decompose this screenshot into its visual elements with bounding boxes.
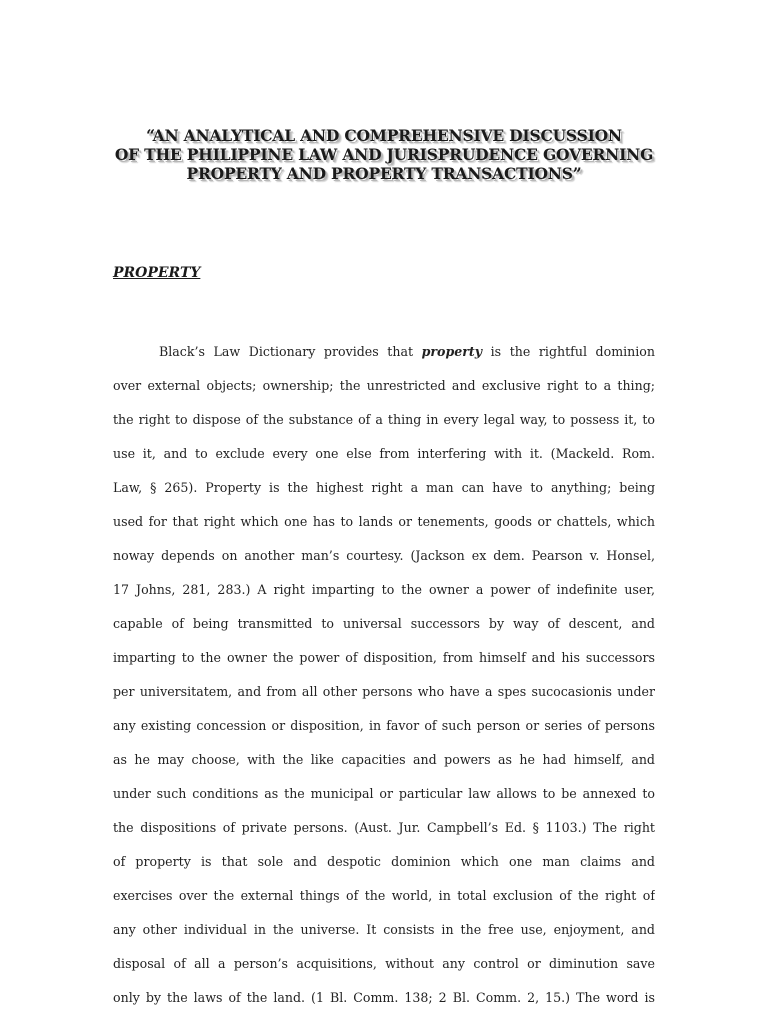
paragraph-line-17: exercises over the external things of the world, in total exclusion of the right of (113, 888, 655, 903)
title-line-3: PROPERTY AND PROPERTY TRANSACTIONS” (186, 164, 582, 183)
paragraph-line-8: 17 Johns, 281, 283.) A right imparting to the owner a power of indefinite user, (113, 582, 655, 597)
line-1-text-before: Black’s Law Dictionary provides that (159, 344, 422, 359)
body-paragraph (113, 335, 655, 1015)
paragraph-line-11: per universitatem, and from all other persons who have a spes sucocasionis under (113, 684, 655, 699)
paragraph-line-1 (113, 335, 655, 369)
paragraph-line-12: any existing concession or disposition, in favor of such person or series of persons (113, 718, 655, 733)
document-title (0, 126, 768, 183)
paragraph-line-2: over external objects; ownership; the unrestricted and exclusive right to a thing; (113, 378, 655, 393)
paragraph-line-4: use it, and to exclude every one else from interfering with it. (Mackeld. Rom. (113, 446, 655, 461)
paragraph-line-18: any other individual in the universe. It consists in the free use, enjoyment, and (113, 922, 655, 937)
paragraph-line-6: used for that right which one has to lands or tenements, goods or chattels, which (113, 514, 655, 529)
line-1-text-after: is the rightful dominion (482, 344, 655, 359)
paragraph-line-13: as he may choose, with the like capacities and powers as he had himself, and (113, 752, 655, 767)
paragraph-line-15: the dispositions of private persons. (Aust. Jur. Campbell’s Ed. § 1103.) The right (113, 820, 655, 835)
paragraph-line-7: noway depends on another man’s courtesy. (Jackson ex dem. Pearson v. Honsel, (113, 548, 655, 563)
paragraph-line-20: only by the laws of the land. (1 Bl. Comm. 138; 2 Bl. Comm. 2, 15.) The word is (113, 990, 655, 1005)
title-line-2: OF THE PHILIPPINE LAW AND JURISPRUDENCE GOVERNING (114, 145, 654, 164)
paragraph-line-19: disposal of all a person’s acquisitions, without any control or diminution save (113, 956, 655, 971)
section-heading: PROPERTY (113, 265, 201, 281)
paragraph-line-16: of property is that sole and despotic dominion which one man claims and (113, 854, 655, 869)
paragraph-line-9: capable of being transmitted to universal successors by way of descent, and (113, 616, 655, 631)
paragraph-line-14: under such conditions as the municipal or particular law allows to be annexed to (113, 786, 655, 801)
emphasized-term: property (421, 344, 483, 359)
paragraph-line-10: imparting to the owner the power of disposition, from himself and his successors (113, 650, 655, 665)
paragraph-line-3: the right to dispose of the substance of a thing in every legal way, to possess it, to (113, 412, 655, 427)
paragraph-line-5: Law, § 265). Property is the highest right a man can have to anything; being (113, 480, 655, 495)
title-line-1: “AN ANALYTICAL AND COMPREHENSIVE DISCUSSION (146, 126, 622, 145)
